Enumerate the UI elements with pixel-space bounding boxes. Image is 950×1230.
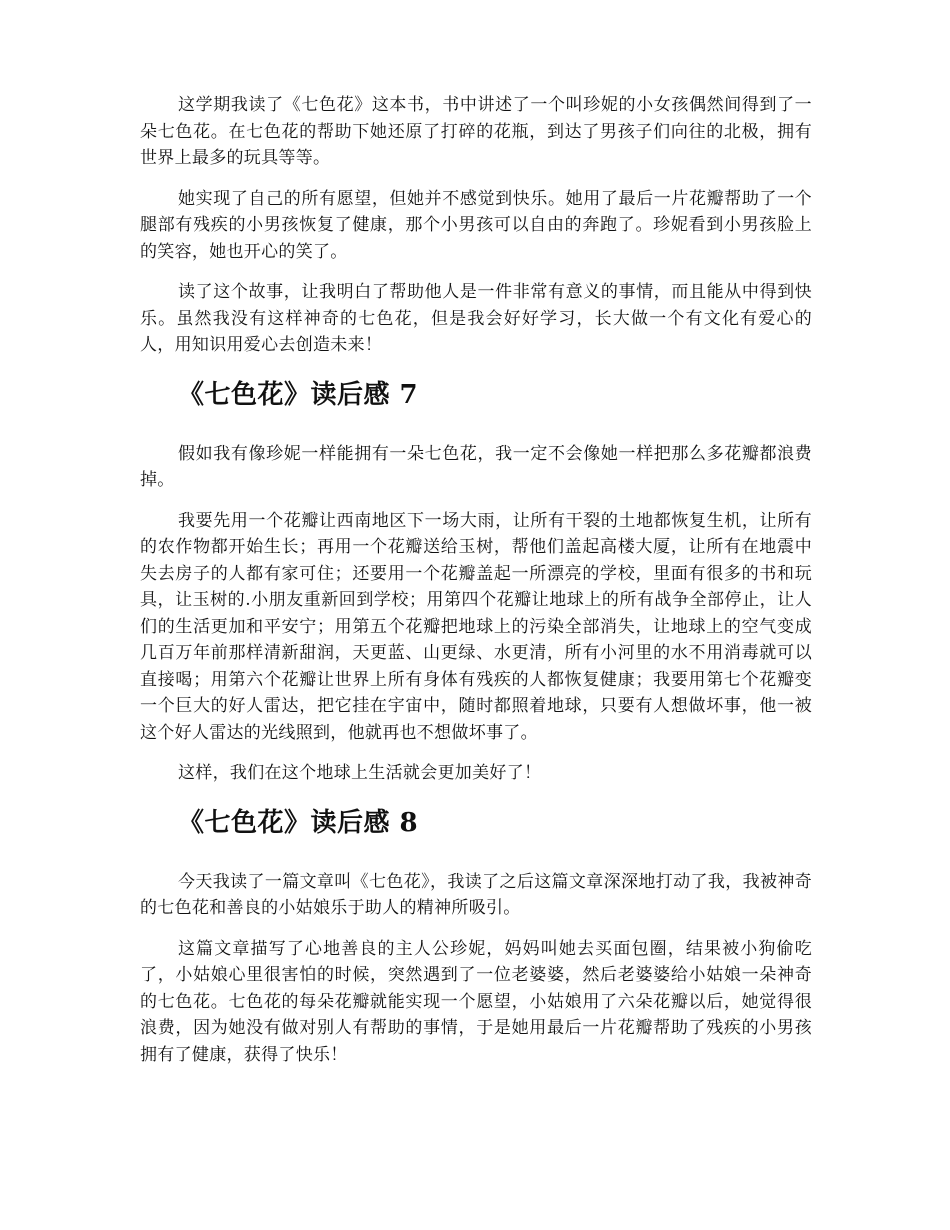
document-page (140, 92, 812, 1082)
paragraph: 她实现了自己的所有愿望，但她并不感觉到快乐。她用了最后一片花瓣帮助了一个腿部有残疾的小男孩恢复了健康，那个小男孩可以自由的奔跑了。珍妮看到小男孩脸上的笑容，她也开心的笑了。 (140, 188, 812, 262)
section-heading: 《七色花》读后感 7 (178, 379, 419, 410)
paragraph: 今天我读了一篇文章叫《七色花》，我读了之后这篇文章深深地打动了我，我被神奇的七色花和善良的小姑娘乐于助人的精神所吸引。 (140, 871, 812, 918)
section-heading: 《七色花》读后感 8 (178, 807, 419, 838)
paragraph: 读了这个故事，让我明白了帮助他人是一件非常有意义的事情，而且能从中得到快乐。虽然我没有这样神奇的七色花，但是我会好好学习，长大做一个有文化有爱心的人，用知识用爱心去创造未来！ (140, 282, 812, 355)
paragraph: 我要先用一个花瓣让西南地区下一场大雨，让所有干裂的土地都恢复生机，让所有的农作物都开始生长；再用一个花瓣送给玉树，帮他们盖起高楼大厦，让所有在地震中失去房子的人都有家可住；还要用一个花瓣盖起一所漂亮的学校，里面有很多的书和玩具，让玉树的.小朋友重新回到学校；用第四个花瓣让地球上的所有战争全部停止，让人们的生活更加和平安宁；用第五个花瓣把地球上的污染全部消失，让地球上的空气变成几百万年前那样清新甜润，天更蓝、山更绿、水更清，所有小河里的水不用消毒就可以直接喝；用第六个花瓣让世界上所有身体有残疾的人都恢复健康；我要用第七个花瓣变一个巨大的好人雷达，把它挂在宇宙中，随时都照着地球，只要有人想做坏事，他一被这个好人雷达的光线照到，他就再也不想做坏事了。 (140, 510, 812, 743)
paragraph: 假如我有像珍妮一样能拥有一朵七色花，我一定不会像她一样把那么多花瓣都浪费掉。 (140, 443, 812, 490)
paragraph: 这样，我们在这个地球上生活就会更加美好了！ (178, 763, 542, 783)
paragraph: 这篇文章描写了心地善良的主人公珍妮，妈妈叫她去买面包圈，结果被小狗偷吃了，小姑娘心里很害怕的时候，突然遇到了一位老婆婆，然后老婆婆给小姑娘一朵神奇的七色花。七色花的每朵花瓣就能实现一个愿望，小姑娘用了六朵花瓣以后，她觉得很浪费，因为她没有做对别人有帮助的事情，于是她用最后一片花瓣帮助了残疾的小男孩拥有了健康，获得了快乐！ (140, 938, 812, 1065)
paragraph: 这学期我读了《七色花》这本书，书中讲述了一个叫珍妮的小女孩偶然间得到了一朵七色花。在七色花的帮助下她还原了打碎的花瓶，到达了男孩子们向往的北极，拥有世界上最多的玩具等等。 (140, 95, 812, 168)
